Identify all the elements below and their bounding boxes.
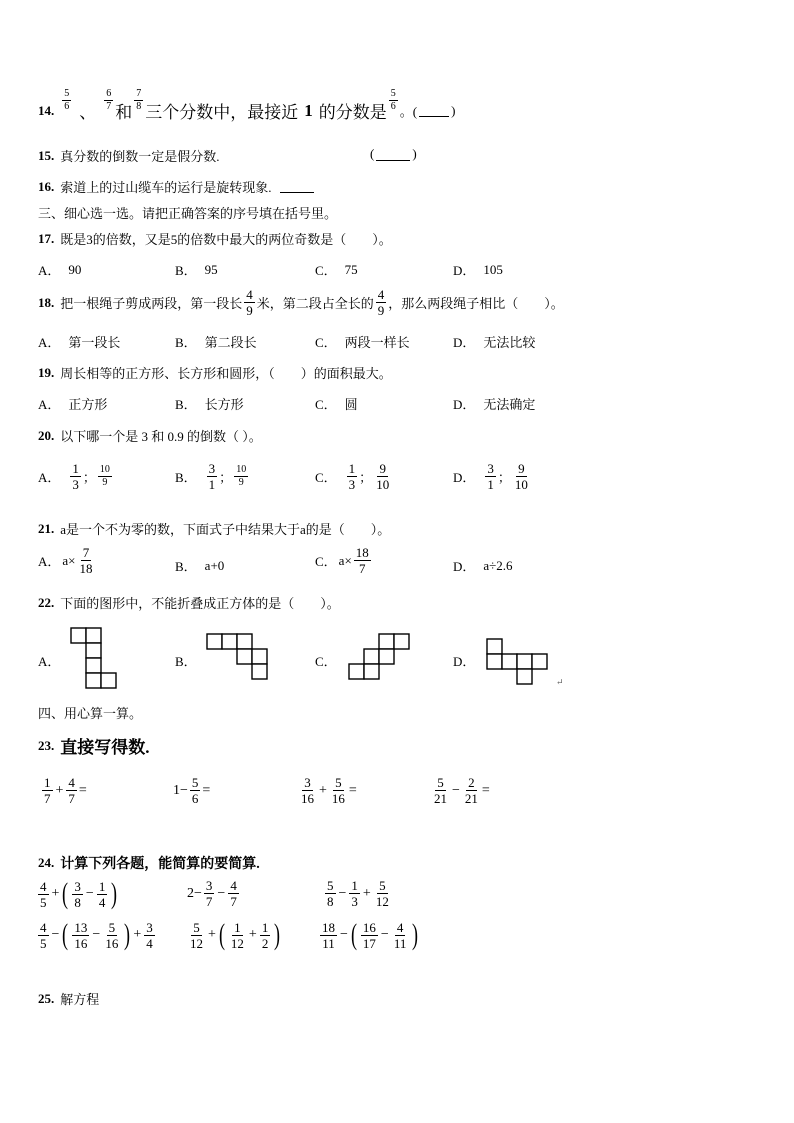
section-4-heading: 四、用心算一算。 xyxy=(38,706,143,721)
option-c[interactable]: C． xyxy=(315,654,337,669)
expression-24-1: $\frac{4}{5}$ + ( $\frac{3}{8}$ − $\frac{1}{4}$ ) xyxy=(40,877,118,910)
question-20: 20. 以下哪一个是 3 和 0.9 的倒数（ ）。 xyxy=(38,427,262,444)
option-d[interactable]: D． 无法比较 xyxy=(453,335,536,350)
option-b[interactable]: B． 第二段长 xyxy=(175,335,257,350)
fraction: $\frac{7}{18}$ xyxy=(79,545,93,576)
answer-blank[interactable] xyxy=(280,180,314,193)
option-b[interactable]: B． 95 xyxy=(175,261,218,278)
option-d[interactable]: D． 无法确定 xyxy=(453,397,536,412)
fraction: $\frac{6}{7}$ xyxy=(106,88,112,112)
option-b[interactable]: B． xyxy=(175,654,197,669)
expression-23-1: $\frac{1}{7}$ + $\frac{4}{7}$ = xyxy=(44,775,87,806)
fraction: $\frac{4}{9}$ xyxy=(377,287,385,318)
fraction: $\frac{1}{3}$ xyxy=(348,461,356,492)
expression-23-3: $\frac{3}{16}$ + $\frac{5}{16}$ = xyxy=(301,775,357,806)
fraction: $\frac{3}{1}$ xyxy=(208,461,216,492)
option-a[interactable]: A． $\frac{1}{3}$ ； $\frac{10}{9}$ xyxy=(38,461,110,492)
option-d[interactable]: D． xyxy=(453,654,476,669)
cube-net-c xyxy=(348,633,412,681)
expression-24-2: 2− $\frac{3}{7}$ − $\frac{4}{7}$ xyxy=(187,878,237,909)
option-a[interactable]: A． 90 xyxy=(38,261,82,278)
question-14: 14. $\frac{5}{6}$ 、 $\frac{6}{7}$ 和 $\frac{7}{8}$ 三个分数中，最接近 1 的分数是 $\frac{5}{6}$ 。( ) xyxy=(38,88,456,122)
option-a[interactable]: A． xyxy=(38,654,61,669)
expression-24-3: $\frac{5}{8}$ − $\frac{1}{3}$ + $\frac{5}{12}$ xyxy=(327,878,389,909)
expression-23-4: $\frac{5}{21}$ − $\frac{2}{21}$ = xyxy=(434,775,490,806)
expression-24-4: $\frac{4}{5}$ − ( $\frac{13}{16}$ − $\frac{5}{16}$ ) + $\frac{3}{4}$ xyxy=(40,918,153,951)
question-25: 25. 解方程 xyxy=(38,990,100,1007)
question-22: 22. 下面的图形中，不能折叠成正方体的是（ ）。 xyxy=(38,594,340,611)
fraction: $\frac{9}{10}$ xyxy=(376,461,390,492)
option-d[interactable]: D． a÷2.6 xyxy=(453,557,513,574)
option-c[interactable]: C． 圆 xyxy=(315,397,358,412)
fraction: $\frac{3}{1}$ xyxy=(487,461,494,492)
section-3-heading: 三、细心选一选。请把正确答案的序号填在括号里。 xyxy=(38,206,338,221)
option-b[interactable]: B． 长方形 xyxy=(175,397,244,412)
option-d[interactable]: D． $\frac{3}{1}$ ； $\frac{9}{10}$ xyxy=(453,461,528,492)
cube-net-a xyxy=(70,627,120,689)
option-a[interactable]: A． 正方形 xyxy=(38,397,108,412)
cube-net-b xyxy=(206,633,270,681)
option-a[interactable]: A． a× $\frac{7}{18}$ xyxy=(38,545,93,576)
option-c[interactable]: C． 75 xyxy=(315,261,358,278)
fraction: $\frac{5}{6}$ xyxy=(390,88,396,112)
question-17: 17. 既是3的倍数，又是5的倍数中最大的两位奇数是（ ）。 xyxy=(38,230,392,247)
cube-net-d xyxy=(486,638,550,686)
question-19: 19. 周长相等的正方形、长方形和圆形，（ ）的面积最大。 xyxy=(38,364,392,381)
option-b[interactable]: B． $\frac{3}{1}$ ； $\frac{10}{9}$ xyxy=(175,461,247,492)
question-16: 16. 索道上的过山缆车的运行是旋转现象. xyxy=(38,177,316,196)
answer-blank[interactable] xyxy=(376,148,410,161)
question-15-answer: ( ) xyxy=(370,146,417,161)
question-24: 24. 计算下列各题，能简算的要简算. xyxy=(38,855,260,872)
fraction: $\frac{10}{9}$ xyxy=(99,464,110,488)
expression-23-2: 1− $\frac{5}{6}$ = xyxy=(173,775,211,806)
option-c[interactable]: C． a× $\frac{18}{7}$ xyxy=(315,545,369,576)
question-21: 21. a是一个不为零的数，下面式子中结果大于a的是（ ）。 xyxy=(38,520,391,537)
fraction: $\frac{18}{7}$ xyxy=(355,545,369,576)
fraction: $\frac{5}{6}$ xyxy=(64,88,70,112)
fraction: $\frac{4}{9}$ xyxy=(246,287,253,318)
fraction: $\frac{9}{10}$ xyxy=(514,461,528,492)
question-23: 23. 直接写得数. xyxy=(38,737,150,757)
option-c[interactable]: C． 两段一样长 xyxy=(315,335,410,350)
paragraph-mark-icon: ↵ xyxy=(556,677,564,687)
answer-blank[interactable] xyxy=(419,104,449,117)
fraction: $\frac{7}{8}$ xyxy=(136,88,142,112)
fraction: $\frac{1}{3}$ xyxy=(72,461,79,492)
option-d[interactable]: D． 105 xyxy=(453,261,503,278)
question-18: 18. 把一根绳子剪成两段，第一段长 $\frac{4}{9}$ 米，第二段占全长的 $\frac{4}{9}$ ，那么两段绳子相比（ ）。 xyxy=(38,287,564,318)
question-15: 15. 真分数的倒数一定是假分数. xyxy=(38,147,220,164)
option-c[interactable]: C． $\frac{1}{3}$ ； $\frac{9}{10}$ xyxy=(315,461,390,492)
option-b[interactable]: B． a+0 xyxy=(175,557,225,574)
option-a[interactable]: A． 第一段长 xyxy=(38,335,121,350)
expression-24-5: $\frac{5}{12}$ + ( $\frac{1}{12}$ + $\frac{1}{2}$ ) xyxy=(190,918,281,951)
fraction: $\frac{10}{9}$ xyxy=(236,464,247,488)
expression-24-6: $\frac{18}{11}$ − ( $\frac{16}{17}$ − $\frac{4}{11}$ ) xyxy=(322,918,419,951)
